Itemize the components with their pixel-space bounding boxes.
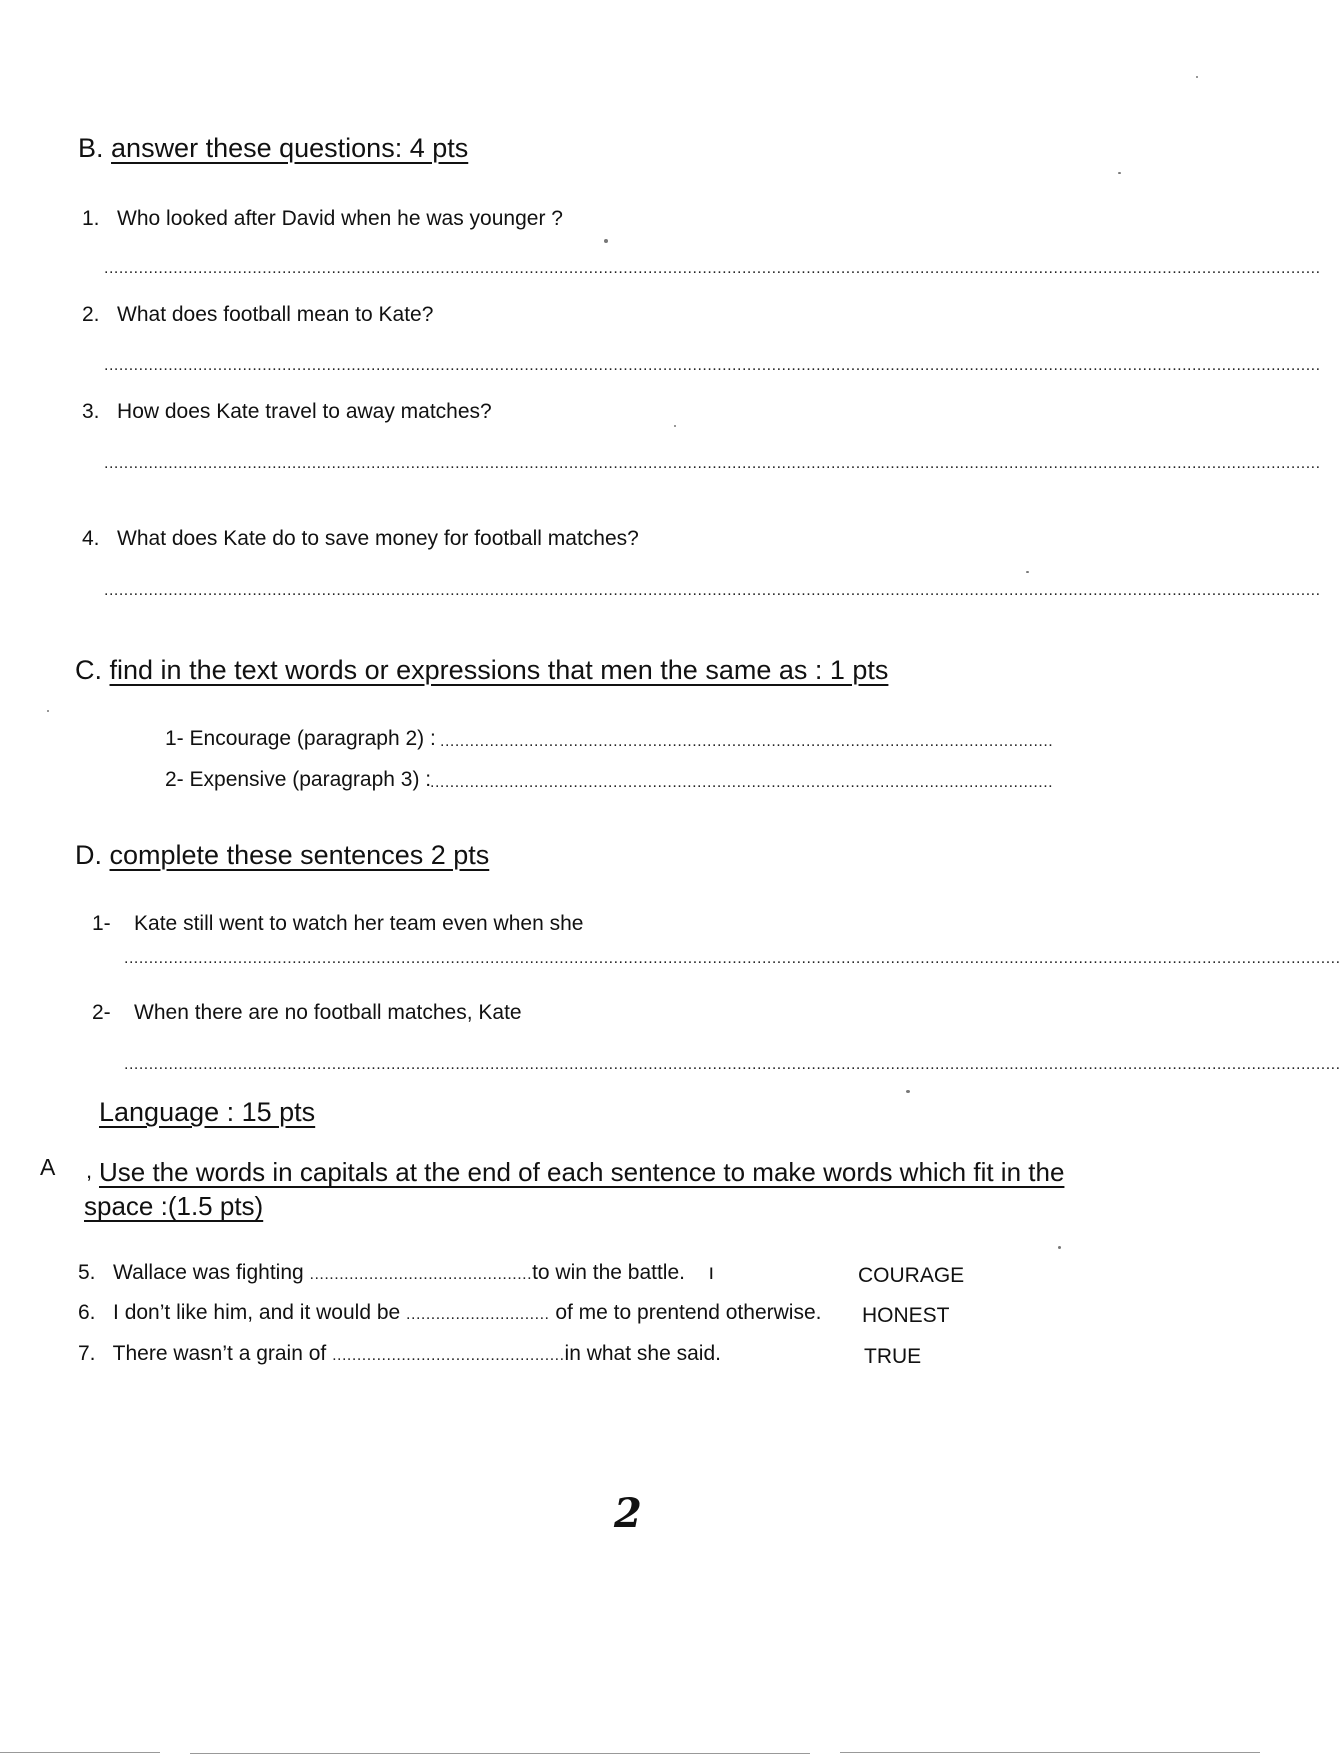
question-3 xyxy=(82,400,492,424)
part-a-title-text-2: space :(1.5 pts) xyxy=(84,1191,264,1221)
question-number: 1. xyxy=(82,207,100,230)
page-number: 2 xyxy=(614,1490,642,1537)
scan-speck xyxy=(1196,76,1198,78)
section-b-heading xyxy=(78,133,468,164)
question-text: How does Kate travel to away matches? xyxy=(117,400,492,423)
scan-speck xyxy=(1058,1246,1061,1249)
question-2 xyxy=(82,303,433,327)
scan-speck xyxy=(47,710,49,712)
sentence-text: Kate still went to watch her team even when she xyxy=(134,912,584,935)
word-form-item-5 xyxy=(78,1261,714,1285)
word-form-key-5: COURAGE xyxy=(858,1264,965,1287)
sentence-answer-1[interactable]: ...................................................................................................................................................................................................................................................... xyxy=(124,950,1341,967)
part-a-title-text: Use the words in capitals at the end of each sentence to make words which fit in the xyxy=(99,1157,1065,1187)
question-number: 2. xyxy=(82,303,100,326)
item-after: of me to prentend otherwise. xyxy=(555,1301,822,1324)
sentence-number: 2- xyxy=(92,1001,111,1024)
synonym-item-2 xyxy=(165,768,431,792)
item-number: 5. xyxy=(78,1261,96,1284)
scan-speck xyxy=(906,1090,910,1093)
word-form-key-6: HONEST xyxy=(862,1304,950,1327)
answer-line-2[interactable]: ...................................................................................................................................................................................................................................................... xyxy=(104,357,1321,374)
scan-edge-line xyxy=(190,1753,810,1754)
section-c-letter: C. xyxy=(75,655,102,685)
question-text: What does football mean to Kate? xyxy=(117,303,434,326)
language-title: Language : 15 pts xyxy=(99,1097,316,1127)
sentence-answer-2[interactable]: ...................................................................................................................................................................................................................................................... xyxy=(124,1056,1341,1073)
item-before: There wasn’t a grain of xyxy=(112,1342,327,1365)
sentence-text: When there are no football matches, Kate xyxy=(134,1001,522,1024)
question-number: 4. xyxy=(82,527,100,550)
scan-speck xyxy=(674,425,676,427)
item-blank[interactable]: ............................................... xyxy=(332,1347,565,1364)
item-after: to win the battle. xyxy=(532,1261,685,1284)
synonym-label: 2- Expensive (paragraph 3) : xyxy=(165,768,432,791)
item-tick: ı xyxy=(708,1261,715,1284)
item-before: Wallace was fighting xyxy=(113,1261,304,1284)
item-number: 6. xyxy=(78,1301,96,1324)
question-text: Who looked after David when he was younger ? xyxy=(117,207,563,230)
word-form-key-7: TRUE xyxy=(864,1345,922,1368)
section-b-title: answer these questions: 4 pts xyxy=(111,133,469,163)
sentence-number: 1- xyxy=(92,912,111,935)
part-a-letter: A xyxy=(40,1154,56,1180)
part-a-title-line-1 xyxy=(99,1157,1064,1188)
question-1 xyxy=(82,207,563,231)
synonym-answer-2[interactable]: .............................................................................................................................. xyxy=(430,774,1054,791)
section-b-letter: B. xyxy=(78,133,104,163)
scan-speck xyxy=(1118,172,1121,174)
section-d-heading xyxy=(75,840,489,871)
scan-edge-line xyxy=(840,1752,1260,1753)
synonym-item-1 xyxy=(165,727,436,751)
item-before: I don’t like him, and it would be xyxy=(113,1301,401,1324)
scan-speck xyxy=(604,239,608,243)
language-heading xyxy=(99,1097,315,1128)
scan-speck xyxy=(1026,571,1029,573)
sentence-2 xyxy=(92,1001,522,1025)
section-c-title: find in the text words or expressions that men the same as : 1 pts xyxy=(109,655,889,685)
item-blank[interactable]: ............................................. xyxy=(309,1266,533,1283)
question-number: 3. xyxy=(82,400,100,423)
scan-edge-line xyxy=(0,1752,160,1753)
answer-line-3[interactable]: ...................................................................................................................................................................................................................................................... xyxy=(104,455,1321,472)
item-after: in what she said. xyxy=(564,1342,721,1365)
sentence-1 xyxy=(92,912,583,936)
item-number: 7. xyxy=(78,1342,96,1365)
word-form-item-6 xyxy=(78,1301,821,1325)
section-c-heading xyxy=(75,655,888,686)
answer-line-4[interactable]: ...................................................................................................................................................................................................................................................... xyxy=(104,582,1321,599)
part-a-mark: , xyxy=(86,1158,93,1183)
question-4 xyxy=(82,527,639,551)
section-d-title: complete these sentences 2 pts xyxy=(109,840,490,870)
synonym-answer-1[interactable]: ............................................................................................................................ xyxy=(440,733,1054,750)
part-a-title-line-2 xyxy=(84,1191,263,1222)
question-text: What does Kate do to save money for football matches? xyxy=(117,527,639,550)
section-d-letter: D. xyxy=(75,840,102,870)
answer-line-1[interactable]: ...................................................................................................................................................................................................................................................... xyxy=(104,260,1321,277)
synonym-label: 1- Encourage (paragraph 2) : xyxy=(165,727,436,750)
item-blank[interactable]: ............................. xyxy=(406,1306,550,1323)
word-form-item-7 xyxy=(78,1342,721,1366)
